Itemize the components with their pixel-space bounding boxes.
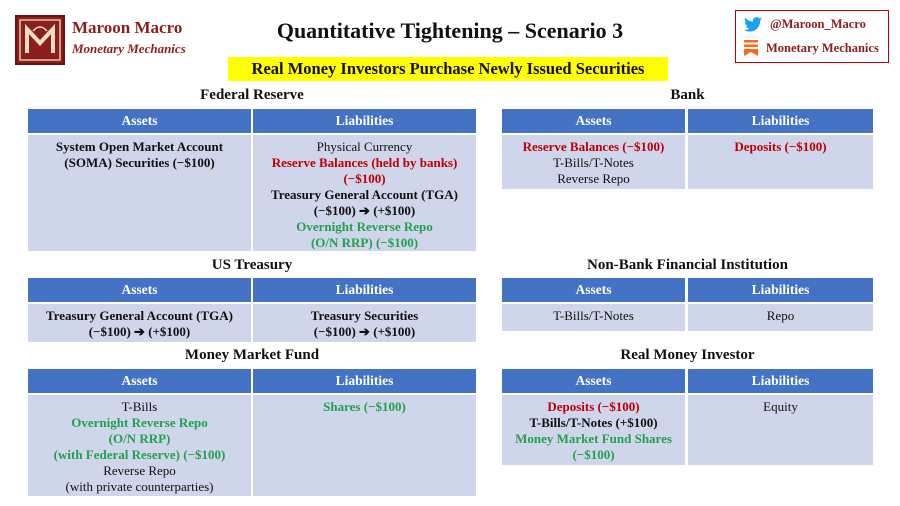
liabilities-header: Liabilities: [688, 109, 873, 133]
fed-liabilities-cell: [253, 135, 476, 251]
liabilities-header: Liabilities: [253, 278, 476, 302]
mmf-asset-line: T-Bills: [121, 399, 158, 414]
rmi-liabilities-cell: [688, 395, 873, 465]
brand-name: Maroon Macro: [72, 18, 183, 37]
assets-header: Assets: [502, 109, 685, 133]
page-subtitle: Real Money Investors Purchase Newly Issued Securities: [228, 57, 668, 81]
mmf-liabilities-cell: [253, 395, 476, 496]
liabilities-header: Liabilities: [253, 369, 476, 393]
bank-asset-line: Reserve Balances (−$100): [522, 139, 665, 154]
liabilities-header: Liabilities: [253, 109, 476, 133]
page-title: Quantitative Tightening – Scenario 3: [276, 18, 624, 43]
bank-liability-line: Deposits (−$100): [734, 139, 827, 154]
nbfi-assets-cell: [502, 304, 685, 331]
liabilities-header: Liabilities: [688, 278, 873, 302]
substack-link[interactable]: [744, 40, 879, 56]
treasury-asset-line: Treasury General Account (TGA): [46, 308, 233, 323]
twitter-link[interactable]: [744, 17, 866, 32]
rmi-asset-line: (−$100): [572, 447, 615, 462]
rmi-title: Real Money Investor: [620, 347, 755, 363]
bank-liabilities-cell: [688, 135, 873, 189]
fed-asset-line: System Open Market Account: [55, 139, 224, 154]
fed-liability-line: (−$100): [343, 171, 386, 186]
fed-asset-line: (SOMA) Securities (−$100): [64, 155, 215, 170]
bank-asset-line: Reverse Repo: [557, 171, 630, 186]
fed-assets-cell: [28, 135, 251, 251]
social-box: [735, 10, 889, 63]
substack-name: Monetary Mechanics: [766, 40, 879, 55]
fed-title: Federal Reserve: [200, 87, 304, 103]
twitter-handle: @Maroon_Macro: [770, 17, 866, 31]
mmf-assets-cell: [28, 395, 251, 496]
brand-subtitle: Monetary Mechanics: [72, 41, 186, 56]
fed-liability-line: Overnight Reverse Repo: [296, 219, 433, 234]
bank-asset-line: T-Bills/T-Notes: [553, 155, 634, 170]
assets-header: Assets: [28, 369, 251, 393]
assets-header: Assets: [28, 278, 251, 302]
nbfi-liabilities-cell: [688, 304, 873, 331]
nbfi-title: Non-Bank Financial Institution: [587, 257, 788, 273]
treasury-liability-line: (−$100) ➔ (+$100): [313, 324, 416, 339]
bank-assets-cell: [502, 135, 685, 189]
rmi-assets-cell: [502, 395, 685, 465]
nbfi-liability-line: Repo: [766, 308, 795, 323]
twitter-icon: [744, 17, 762, 32]
mmf-asset-line: (O/N RRP): [108, 431, 171, 446]
liabilities-header: Liabilities: [688, 369, 873, 393]
mmf-asset-line: Reverse Repo: [103, 463, 176, 478]
mmf-liability-line: Shares (−$100): [323, 399, 406, 414]
treasury-liabilities-cell: [253, 304, 476, 342]
rmi-asset-line: Deposits (−$100): [547, 399, 640, 414]
rmi-liability-line: Equity: [763, 399, 798, 414]
mmf-title: Money Market Fund: [184, 347, 320, 363]
treasury-liability-line: Treasury Securities: [310, 308, 419, 323]
assets-header: Assets: [502, 278, 685, 302]
mmf-asset-line: (with Federal Reserve) (−$100): [53, 447, 226, 462]
treasury-asset-line: (−$100) ➔ (+$100): [88, 324, 191, 339]
mmf-asset-line: (with private counterparties): [65, 479, 214, 494]
treasury-assets-cell: [28, 304, 251, 342]
assets-header: Assets: [28, 109, 251, 133]
rmi-asset-line: Money Market Fund Shares: [515, 431, 672, 446]
fed-liability-line: (−$100) ➔ (+$100): [313, 203, 416, 218]
bank-title: Bank: [670, 87, 705, 103]
treasury-title: US Treasury: [211, 257, 293, 273]
rmi-asset-line: T-Bills/T-Notes (+$100): [529, 415, 658, 430]
fed-liability-line: Physical Currency: [316, 139, 413, 154]
fed-liability-line: Treasury General Account (TGA): [271, 187, 458, 202]
substack-icon: [744, 40, 758, 56]
assets-header: Assets: [502, 369, 685, 393]
fed-liability-line: (O/N RRP) (−$100): [310, 235, 419, 250]
nbfi-asset-line: T-Bills/T-Notes: [553, 308, 634, 323]
mmf-asset-line: Overnight Reverse Repo: [71, 415, 208, 430]
fed-liability-line: Reserve Balances (held by banks): [271, 155, 458, 170]
